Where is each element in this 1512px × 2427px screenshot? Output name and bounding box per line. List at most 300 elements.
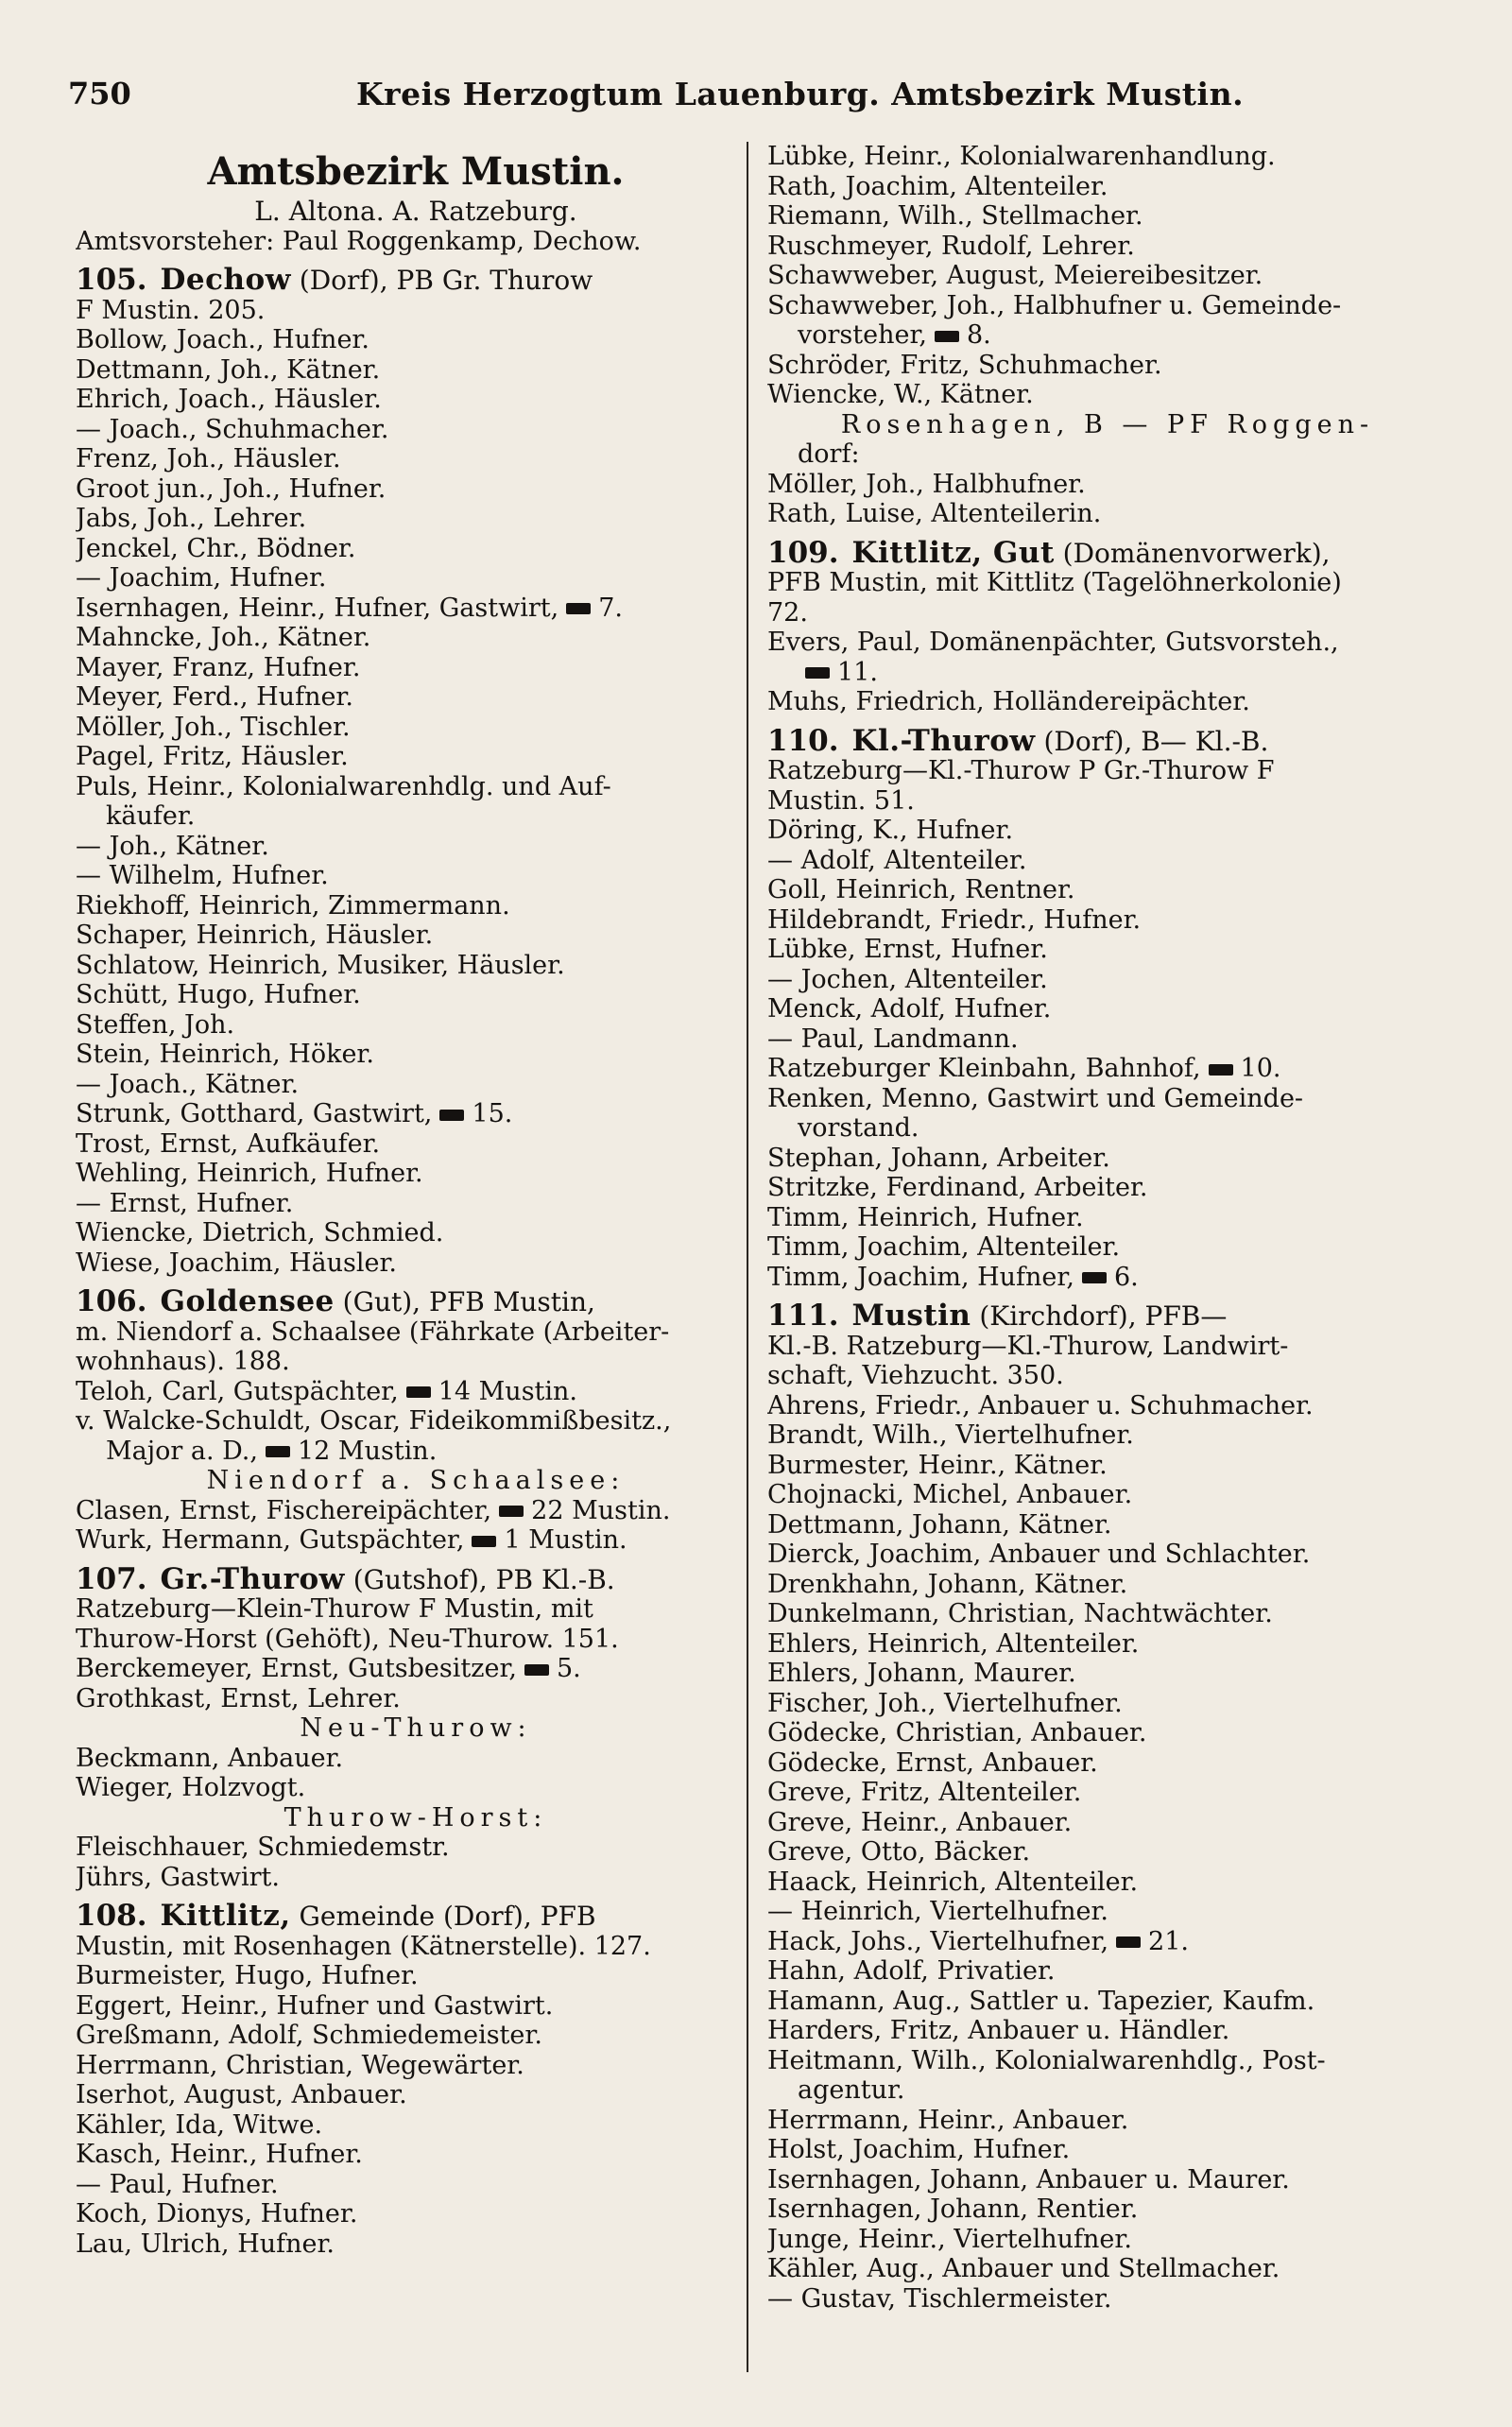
line-text: agentur. [798,2075,905,2105]
directory-line [767,2075,1448,2106]
line-text: — Joach., Kätner. [76,1069,300,1099]
directory-line [76,385,756,415]
line-text: Fleischhauer, Schmiedemstr. [76,1833,450,1862]
directory-line [76,742,756,772]
telephone-number: 14 Mustin. [438,1376,578,1406]
directory-line [767,598,1448,628]
directory-line [76,801,756,832]
directory-line [76,474,756,505]
line-text: Burmeister, Hugo, Hufner. [76,1961,419,1990]
directory-line [767,1232,1448,1263]
directory-line [76,1347,756,1377]
place-entry-heading [767,1301,1448,1332]
directory-line [767,1570,1448,1600]
line-text: Greve, Fritz, Altenteiler. [767,1778,1082,1807]
directory-line [767,2046,1448,2076]
line-text: v. Walcke-Schuldt, Oscar, Fideikommißbesitz., [76,1406,672,1436]
line-text: Wiencke, Dietrich, Schmied. [76,1218,444,1248]
line-text: Jenckel, Chr., Bödner. [76,533,356,563]
telephone-icon [524,1664,549,1676]
directory-line [76,1961,756,1991]
directory-line [767,756,1448,786]
telephone-icon [935,331,959,342]
directory-line [76,772,756,802]
directory-line [767,1361,1448,1391]
line-text: — Joach., Schuhmacher. [76,414,389,444]
line-text: — Paul, Hufner. [76,2169,279,2199]
line-text: Timm, Joachim, Hufner, [767,1262,1074,1292]
directory-line [76,1129,756,1160]
directory-line [76,980,756,1010]
line-text: Greve, Heinr., Anbauer. [767,1807,1073,1837]
place-details: (Gut), PFB Mustin, [334,1286,595,1317]
place-details: (Kirchdorf), PFB— [971,1300,1228,1332]
directory-line [76,1040,756,1070]
directory-line [76,1248,756,1279]
directory-line [76,1317,756,1348]
directory-line [767,499,1448,529]
directory-line [767,172,1448,202]
section-subtitle: L. Altona. A. Ratzeburg. [254,196,577,227]
line-text: Wiencke, W., Kätner. [767,380,1034,409]
directory-line [76,1496,756,1526]
line-text: Schlatow, Heinrich, Musiker, Häusler. [76,950,565,980]
line-text: Goll, Heinrich, Rentner. [767,875,1075,904]
telephone-number: 12 Mustin. [297,1436,438,1466]
place-name: Mustin [851,1299,971,1333]
place-details: (Gutshof), PB Kl.-B. [344,1563,615,1595]
directory-line [767,1659,1448,1689]
line-text: Mustin. 51. [767,785,915,816]
directory-line [76,1932,756,1962]
line-text: Herrmann, Heinr., Anbauer. [767,2105,1129,2135]
line-text: — Ernst, Hufner. [76,1188,294,1218]
directory-line [76,1010,756,1041]
line-text: — Joachim, Hufner. [76,563,327,593]
directory-line [76,2199,756,2229]
place-details: (Dorf), B— Kl.-B. [1035,725,1269,757]
line-text: Meyer, Ferd., Hufner. [76,682,353,712]
subplace-heading: Rosenhagen, B — PF Roggen- [840,409,1375,439]
place-entry-heading [767,723,1448,758]
directory-line [76,891,756,921]
line-text: Muhs, Friedrich, Holländereipächter. [767,687,1250,716]
line-text: Haack, Heinrich, Altenteiler. [767,1867,1139,1897]
directory-line [76,1833,756,1863]
directory-line [767,628,1448,658]
directory-line [767,1540,1448,1570]
telephone-number: 21. [1148,1926,1189,1956]
line-text: Burmester, Heinr., Kätner. [767,1450,1108,1480]
entry-number: 107. [76,1561,147,1596]
line-text: Eggert, Heinr., Hufner und Gastwirt. [76,1990,554,2021]
directory-line [767,1837,1448,1868]
directory-line [767,658,1448,688]
line-text: Hildebrandt, Friedr., Hufner. [767,904,1142,935]
line-text: 72. [767,597,808,628]
telephone-icon [406,1386,431,1398]
line-text: Lau, Ulrich, Hufner. [76,2229,335,2259]
directory-line [767,380,1448,410]
directory-line [767,232,1448,262]
line-text: — Heinrich, Viertelhufner. [767,1897,1109,1926]
line-text: Major a. D., [106,1436,258,1466]
line-text: Teloh, Carl, Gutspächter, [76,1376,399,1406]
line-text: Ratzeburg—Kl.-Thurow P Gr.-Thurow F [767,756,1275,785]
directory-line [76,951,756,981]
line-text: Ehlers, Johann, Maurer. [767,1659,1076,1688]
line-text: Dettmann, Johann, Kätner. [767,1509,1112,1540]
line-text: Brandt, Wilh., Viertelhufner. [767,1420,1134,1450]
line-text: — Paul, Landmann. [767,1024,1019,1054]
directory-line [76,504,756,534]
directory-line [767,1778,1448,1808]
directory-line [76,1594,756,1625]
place-name: Dechow [160,263,291,297]
directory-line [76,2170,756,2200]
directory-line [767,2225,1448,2255]
telephone-icon [1209,1064,1233,1076]
directory-line [767,687,1448,717]
line-text: PFB Mustin, mit Kittlitz (Tagelöhnerkolonie) [767,568,1342,597]
directory-line [767,568,1448,598]
line-text: Herrmann, Christian, Wegewärter. [76,2050,524,2080]
telephone-number: 6. [1113,1262,1139,1292]
line-text: — Wilhelm, Hufner. [76,861,329,890]
line-text: Pagel, Fritz, Häusler. [76,742,349,771]
directory-line [767,1173,1448,1203]
directory-line [767,470,1448,500]
telephone-icon [266,1446,290,1457]
directory-line [767,1203,1448,1233]
directory-line [767,1480,1448,1510]
line-text: m. Niendorf a. Schaalsee (Fährkate (Arbeiter- [76,1317,670,1347]
directory-line [76,682,756,713]
directory-line [767,2016,1448,2046]
line-text: Greßmann, Adolf, Schmiedemeister. [76,2021,542,2050]
line-text: Amtsvorsteher: Paul Roggenkamp, Dechow. [76,226,642,256]
directory-line [767,1956,1448,1987]
directory-line [767,1084,1448,1114]
line-text: Ehlers, Heinrich, Altenteiler. [767,1628,1140,1659]
line-text: — Joh., Kätner. [76,831,269,861]
line-text: F Mustin. 205. [76,295,266,325]
directory-line [76,534,756,564]
directory-line [76,1437,756,1467]
line-text: Holst, Joachim, Hufner. [767,2135,1071,2164]
subplace-heading: Niendorf a. Schaalsee: [206,1466,626,1495]
line-text: Schawweber, Joh., Halbhufner u. Gemeinde- [767,290,1342,320]
place-entry-heading [76,263,756,297]
line-text: Frenz, Joh., Häusler. [76,444,341,473]
line-text: Clasen, Ernst, Fischereipächter, [76,1495,492,1525]
line-text: vorstand. [798,1113,919,1143]
line-text: Heitmann, Wilh., Kolonialwarenhdlg., Post- [767,2045,1326,2075]
line-text: Kasch, Heinr., Hufner. [76,2140,363,2169]
line-text: Strunk, Gotthard, Gastwirt, [76,1099,433,1128]
line-text: Isernhagen, Heinr., Hufner, Gastwirt, [76,593,559,623]
directory-line [767,1689,1448,1719]
line-text: Koch, Dionys, Hufner. [76,2199,358,2229]
line-text: Schütt, Hugo, Hufner. [76,980,361,1009]
line-text: Lübke, Heinr., Kolonialwarenhandlung. [767,142,1276,171]
directory-line [76,415,756,445]
telephone-icon [439,1110,464,1121]
directory-line [767,965,1448,995]
directory-line [767,2165,1448,2195]
directory-line [767,786,1448,817]
line-text: Mayer, Franz, Hufner. [76,652,361,682]
directory-line [76,1654,756,1684]
directory-line [76,623,756,653]
entry-number: 109. [767,535,839,570]
line-text: Hack, Johs., Viertelhufner, [767,1926,1109,1956]
directory-line [76,1525,756,1556]
directory-line [767,1113,1448,1144]
directory-line [767,2106,1448,2136]
directory-line [76,2080,756,2110]
directory-line [76,1377,756,1407]
directory-line [767,875,1448,905]
directory-line [767,1451,1448,1481]
directory-line [76,1070,756,1100]
entry-number: 111. [767,1299,839,1333]
section-title: Amtsbezirk Mustin. [207,149,625,194]
place-entry-heading [767,535,1448,570]
line-text: schaft, Viehzucht. 350. [767,1361,1064,1390]
line-text: Gödecke, Christian, Anbauer. [767,1718,1147,1747]
directory-line [76,227,756,257]
directory-line [767,1868,1448,1898]
line-text: Beckmann, Anbauer. [76,1743,344,1773]
directory-line [767,1897,1448,1927]
line-text: Isernhagen, Johann, Anbauer u. Maurer. [767,2164,1290,2195]
directory-line [76,594,756,624]
line-text: Dettmann, Joh., Kätner. [76,354,381,385]
telephone-number: 7. [598,593,623,623]
page-header [68,68,1410,134]
line-text: Wiese, Joachim, Häusler. [76,1248,398,1278]
directory-line [76,1218,756,1248]
line-text: Groot jun., Joh., Hufner. [76,473,387,504]
directory-line [767,1144,1448,1174]
subplace-heading: Neu-Thurow: [300,1713,532,1743]
directory-line [76,1099,756,1129]
line-text: Junge, Heinr., Viertelhufner. [767,2224,1132,2254]
line-text: Isernhagen, Johann, Rentier. [767,2195,1139,2224]
line-text: Stritzke, Ferdinand, Arbeiter. [767,1173,1148,1202]
entry-number: 106. [76,1284,147,1318]
line-text: Lübke, Ernst, Hufner. [767,935,1048,964]
line-text: Bollow, Joach., Hufner. [76,325,369,354]
entry-number: 108. [76,1899,147,1933]
telephone-number: 15. [472,1099,513,1128]
place-entry-heading [76,1561,756,1596]
directory-line [767,1510,1448,1541]
line-text: Timm, Joachim, Altenteiler. [767,1232,1121,1262]
line-text: Möller, Joh., Tischler. [76,712,351,742]
directory-line [767,261,1448,291]
line-text: Thurow-Horst (Gehöft), Neu-Thurow. 151. [76,1624,619,1654]
directory-line [76,832,756,862]
line-text: Kl.-B. Ratzeburg—Kl.-Thurow, Landwirt- [767,1331,1289,1361]
place-details: Gemeinde (Dorf), PFB [290,1901,596,1932]
line-text: Möller, Joh., Halbhufner. [767,469,1086,499]
line-text: — Jochen, Altenteiler. [767,964,1048,994]
line-text: Ruschmeyer, Rudolf, Lehrer. [767,231,1135,261]
directory-line [767,935,1448,965]
directory-line [76,713,756,743]
directory-line [76,1744,756,1774]
line-text: Greve, Otto, Bäcker. [767,1837,1031,1867]
line-text: Steffen, Joh. [76,1009,235,1040]
directory-line [76,1189,756,1219]
line-text: Ehrich, Joach., Häusler. [76,385,382,414]
directory-line [76,653,756,683]
line-text: Ahrens, Friedr., Anbauer u. Schuhmacher. [767,1390,1314,1420]
place-name: Gr.-Thurow [160,1561,345,1596]
line-text: Trost, Ernst, Aufkäufer. [76,1128,381,1159]
line-text: Mahncke, Joh., Kätner. [76,623,371,652]
directory-line [767,1263,1448,1293]
directory-line [767,994,1448,1024]
telephone-icon [566,603,591,614]
telephone-number: 22 Mustin. [531,1495,671,1525]
directory-line [767,1391,1448,1421]
directory-line [767,439,1448,470]
line-text: — Gustav, Tischlermeister. [767,2283,1112,2314]
telephone-number: 10. [1240,1054,1281,1083]
line-text: Menck, Adolf, Hufner. [767,994,1052,1024]
directory-line [76,1684,756,1714]
line-text: Jabs, Joh., Lehrer. [76,504,307,533]
telephone-number: 11. [837,657,878,687]
place-entry-heading [76,1899,756,1933]
telephone-number: 5. [556,1654,581,1683]
directory-line [76,2110,756,2141]
directory-line [767,1332,1448,1362]
directory-line [767,2254,1448,2284]
directory-line [767,1748,1448,1779]
running-head: Kreis Herzogtum Lauenburg. Amtsbezirk Mustin. [356,76,1245,112]
telephone-icon [805,667,830,679]
directory-line [767,142,1448,172]
line-text: Hamann, Aug., Sattler u. Tapezier, Kaufm. [767,1986,1315,2016]
line-text: Mustin, mit Rosenhagen (Kätnerstelle). 127. [76,1931,651,1961]
place-name: Kittlitz, Gut [851,535,1055,570]
directory-line [767,1927,1448,1957]
telephone-number: 8. [967,320,991,350]
telephone-icon [472,1536,496,1547]
line-text: Drenkhahn, Johann, Kätner. [767,1569,1128,1599]
line-text: Evers, Paul, Domänenpächter, Gutsvorsteh., [767,628,1339,657]
directory-line [767,1054,1448,1084]
directory-line [767,816,1448,846]
line-text: Ratzeburg—Klein-Thurow F Mustin, mit [76,1594,593,1624]
left-column [76,142,756,2391]
line-text: Jührs, Gastwirt. [76,1862,280,1892]
directory-line [767,1599,1448,1629]
line-text: Iserhot, August, Anbauer. [76,2080,407,2109]
directory-line [767,2284,1448,2315]
directory-line [76,355,756,386]
directory-line [76,1991,756,2022]
directory-line [76,296,756,326]
directory-line [76,325,756,355]
directory-line [767,1808,1448,1838]
line-text: Döring, K., Hufner. [767,816,1014,845]
line-text: Fischer, Joh., Viertelhufner. [767,1688,1123,1718]
line-text: Hahn, Adolf, Privatier. [767,1956,1056,1986]
telephone-icon [499,1506,524,1517]
directory-line [767,351,1448,381]
directory-line [767,1420,1448,1451]
line-text: Dunkelmann, Christian, Nachtwächter. [767,1599,1273,1628]
directory-line [767,291,1448,321]
directory-line [76,1406,756,1437]
telephone-icon [1082,1272,1107,1283]
directory-line [76,2021,756,2051]
entry-number: 105. [76,263,147,297]
line-text: Puls, Heinr., Kolonialwarenhdlg. und Auf- [76,771,611,801]
directory-line [767,846,1448,876]
line-text: dorf: [798,439,860,469]
directory-line [76,2140,756,2170]
line-text: Riemann, Wilh., Stellmacher. [767,201,1143,231]
line-text: Gödecke, Ernst, Anbauer. [767,1747,1098,1778]
directory-line [767,2135,1448,2165]
line-text: Schawweber, August, Meiereibesitzer. [767,261,1263,290]
directory-line [76,2229,756,2260]
line-text: Kähler, Aug., Anbauer und Stellmacher. [767,2254,1280,2283]
directory-line [767,2195,1448,2225]
place-name: Kittlitz, [160,1899,291,1933]
directory-line [76,1773,756,1803]
right-column [767,142,1448,2391]
directory-line [76,444,756,474]
line-text: Rath, Joachim, Altenteiler. [767,171,1108,201]
directory-line [767,1718,1448,1748]
line-text: Renken, Menno, Gastwirt und Gemeinde- [767,1083,1304,1113]
directory-line [767,1024,1448,1055]
line-text: Wurk, Hermann, Gutspächter, [76,1525,465,1555]
line-text: Kähler, Ida, Witwe. [76,2109,323,2140]
line-text: Riekhoff, Heinrich, Zimmermann. [76,890,510,921]
line-text: Schaper, Heinrich, Häusler. [76,921,434,950]
line-text: wohnhaus). 188. [76,1347,290,1376]
line-text: Schröder, Fritz, Schuhmacher. [767,350,1162,380]
directory-line [767,1987,1448,2017]
line-text: Berckemeyer, Ernst, Gutsbesitzer, [76,1654,517,1683]
page-number: 750 [68,76,131,112]
telephone-number: 1 Mustin. [504,1525,627,1555]
place-name: Goldensee [160,1284,335,1318]
line-text: Timm, Heinrich, Hufner. [767,1202,1084,1232]
place-name: Kl.-Thurow [851,723,1036,758]
line-text: Wieger, Holzvogt. [76,1773,306,1802]
line-text: Chojnacki, Michel, Anbauer. [767,1480,1133,1509]
directory-line [76,1159,756,1189]
line-text: Rath, Luise, Altenteilerin. [767,499,1102,528]
directory-line [767,1629,1448,1660]
telephone-icon [1116,1936,1141,1948]
line-text: Grothkast, Ernst, Lehrer. [76,1683,401,1713]
directory-line [76,1625,756,1655]
directory-line [76,921,756,951]
directory-line [767,201,1448,232]
directory-line [76,563,756,594]
place-details: (Dorf), PB Gr. Thurow [290,265,593,296]
